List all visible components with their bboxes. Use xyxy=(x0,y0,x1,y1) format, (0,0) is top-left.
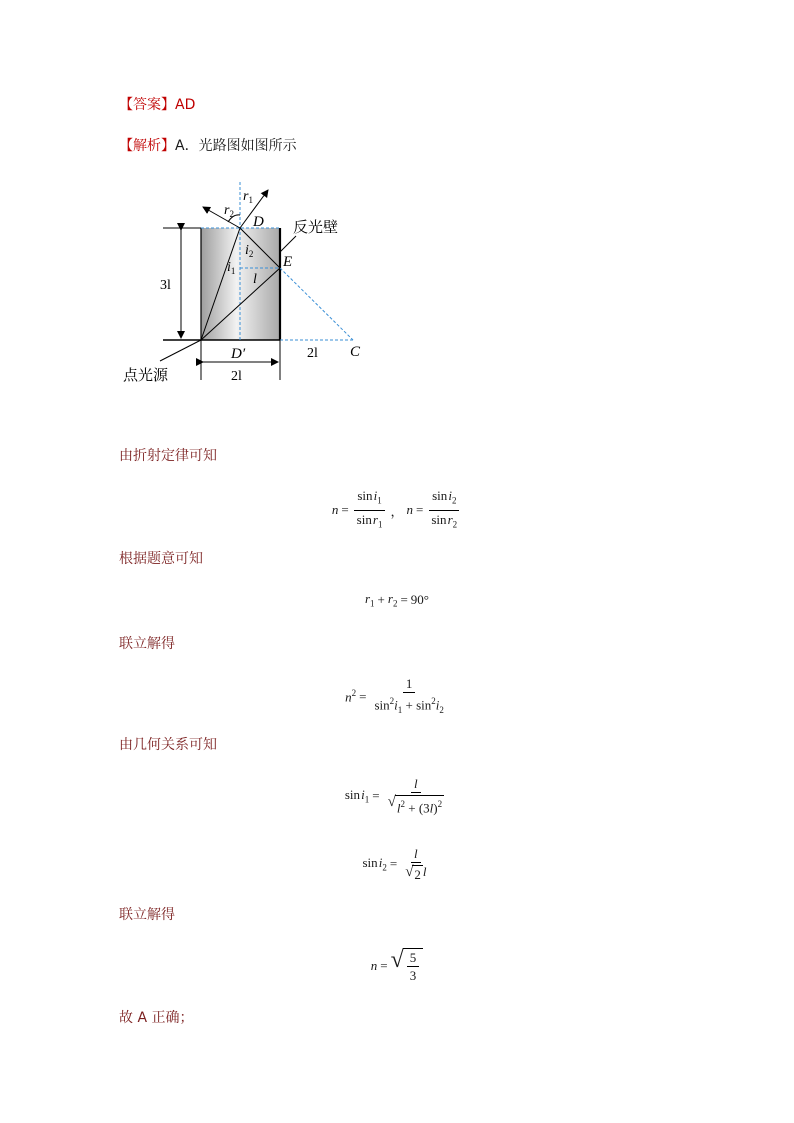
label-r1: $r_1$ xyxy=(243,189,253,205)
equation-sin-i1: sin $i_1$ = l √ $l^2 + (3l)^2$ xyxy=(0,776,794,815)
fraction-sin-i2: l √ 2 l xyxy=(405,846,427,882)
conclusion-line: 故 A 正确； xyxy=(119,1010,194,1026)
fraction-five-thirds: $\frac{5}{3}$ xyxy=(407,950,420,983)
fraction-n-squared: $\frac{1}{\sin^2i_1 + \sin^2i_2}$ xyxy=(374,676,444,715)
light-path-diagram xyxy=(110,175,380,390)
label-l: l xyxy=(253,272,257,287)
label-2l-bottom: 2l xyxy=(231,369,242,384)
label-r2: $r_2$ xyxy=(224,203,234,219)
fraction-sin-i1: l √ $l^2 + (3l)^2$ xyxy=(387,776,443,816)
step-geometry: 由几何关系可知 xyxy=(119,737,217,753)
equation-angle-sum: $r_1$ + $r_2$ = 90° xyxy=(364,591,429,609)
wall-leader-line xyxy=(280,236,296,252)
refracted-ray-r2 xyxy=(203,207,240,228)
equation-refraction: n = $\frac{\sin i_1}{\sin r_1}$ ， n = $\frac{\sin i_2}{\sin r_2}$ xyxy=(0,488,794,532)
answer-line xyxy=(119,96,195,114)
label-E: E xyxy=(283,254,293,270)
step-combine-1: 联立解得 xyxy=(119,636,175,652)
equation-n-result: n = √ $\frac{5}{3}$ xyxy=(0,948,794,983)
label-D-prime: D′ xyxy=(231,346,246,362)
label-2l-side: 2l xyxy=(307,346,318,361)
step-refraction-law: 由折射定律可知 xyxy=(119,448,217,464)
analysis-label: 【解析】 xyxy=(119,138,175,154)
extension-line xyxy=(280,268,353,340)
label-D: D xyxy=(253,214,264,230)
answer-value: AD xyxy=(175,97,196,113)
source-leader-line xyxy=(160,340,201,361)
fraction-sin-i1-over-sin-r1: $\frac{\sin i_1}{\sin r_1}$ xyxy=(354,488,386,532)
label-3l: 3l xyxy=(160,278,171,293)
label-C: C xyxy=(350,344,361,360)
analysis-text: A．光路图如图所示 xyxy=(175,138,297,154)
label-point-source: 点光源 xyxy=(123,368,169,384)
analysis-line xyxy=(119,137,297,155)
label-i2: $i_2$ xyxy=(245,243,254,259)
equation-n-squared: $n^2$ = $\frac{1}{\sin^2i_1 + \sin^2i_2}$ xyxy=(0,676,794,718)
step-problem-condition: 根据题意可知 xyxy=(119,551,203,567)
label-reflective-wall: 反光壁 xyxy=(293,220,339,236)
label-i1: $i_1$ xyxy=(227,260,236,276)
fraction-sin-i2-over-sin-r2: $\frac{\sin i_2}{\sin r_2}$ xyxy=(428,488,460,532)
equation-sin-i2: sin $i_2$ = l √ 2 l xyxy=(0,846,794,882)
step-combine-2: 联立解得 xyxy=(119,907,175,923)
answer-label: 【答案】 xyxy=(119,97,175,113)
